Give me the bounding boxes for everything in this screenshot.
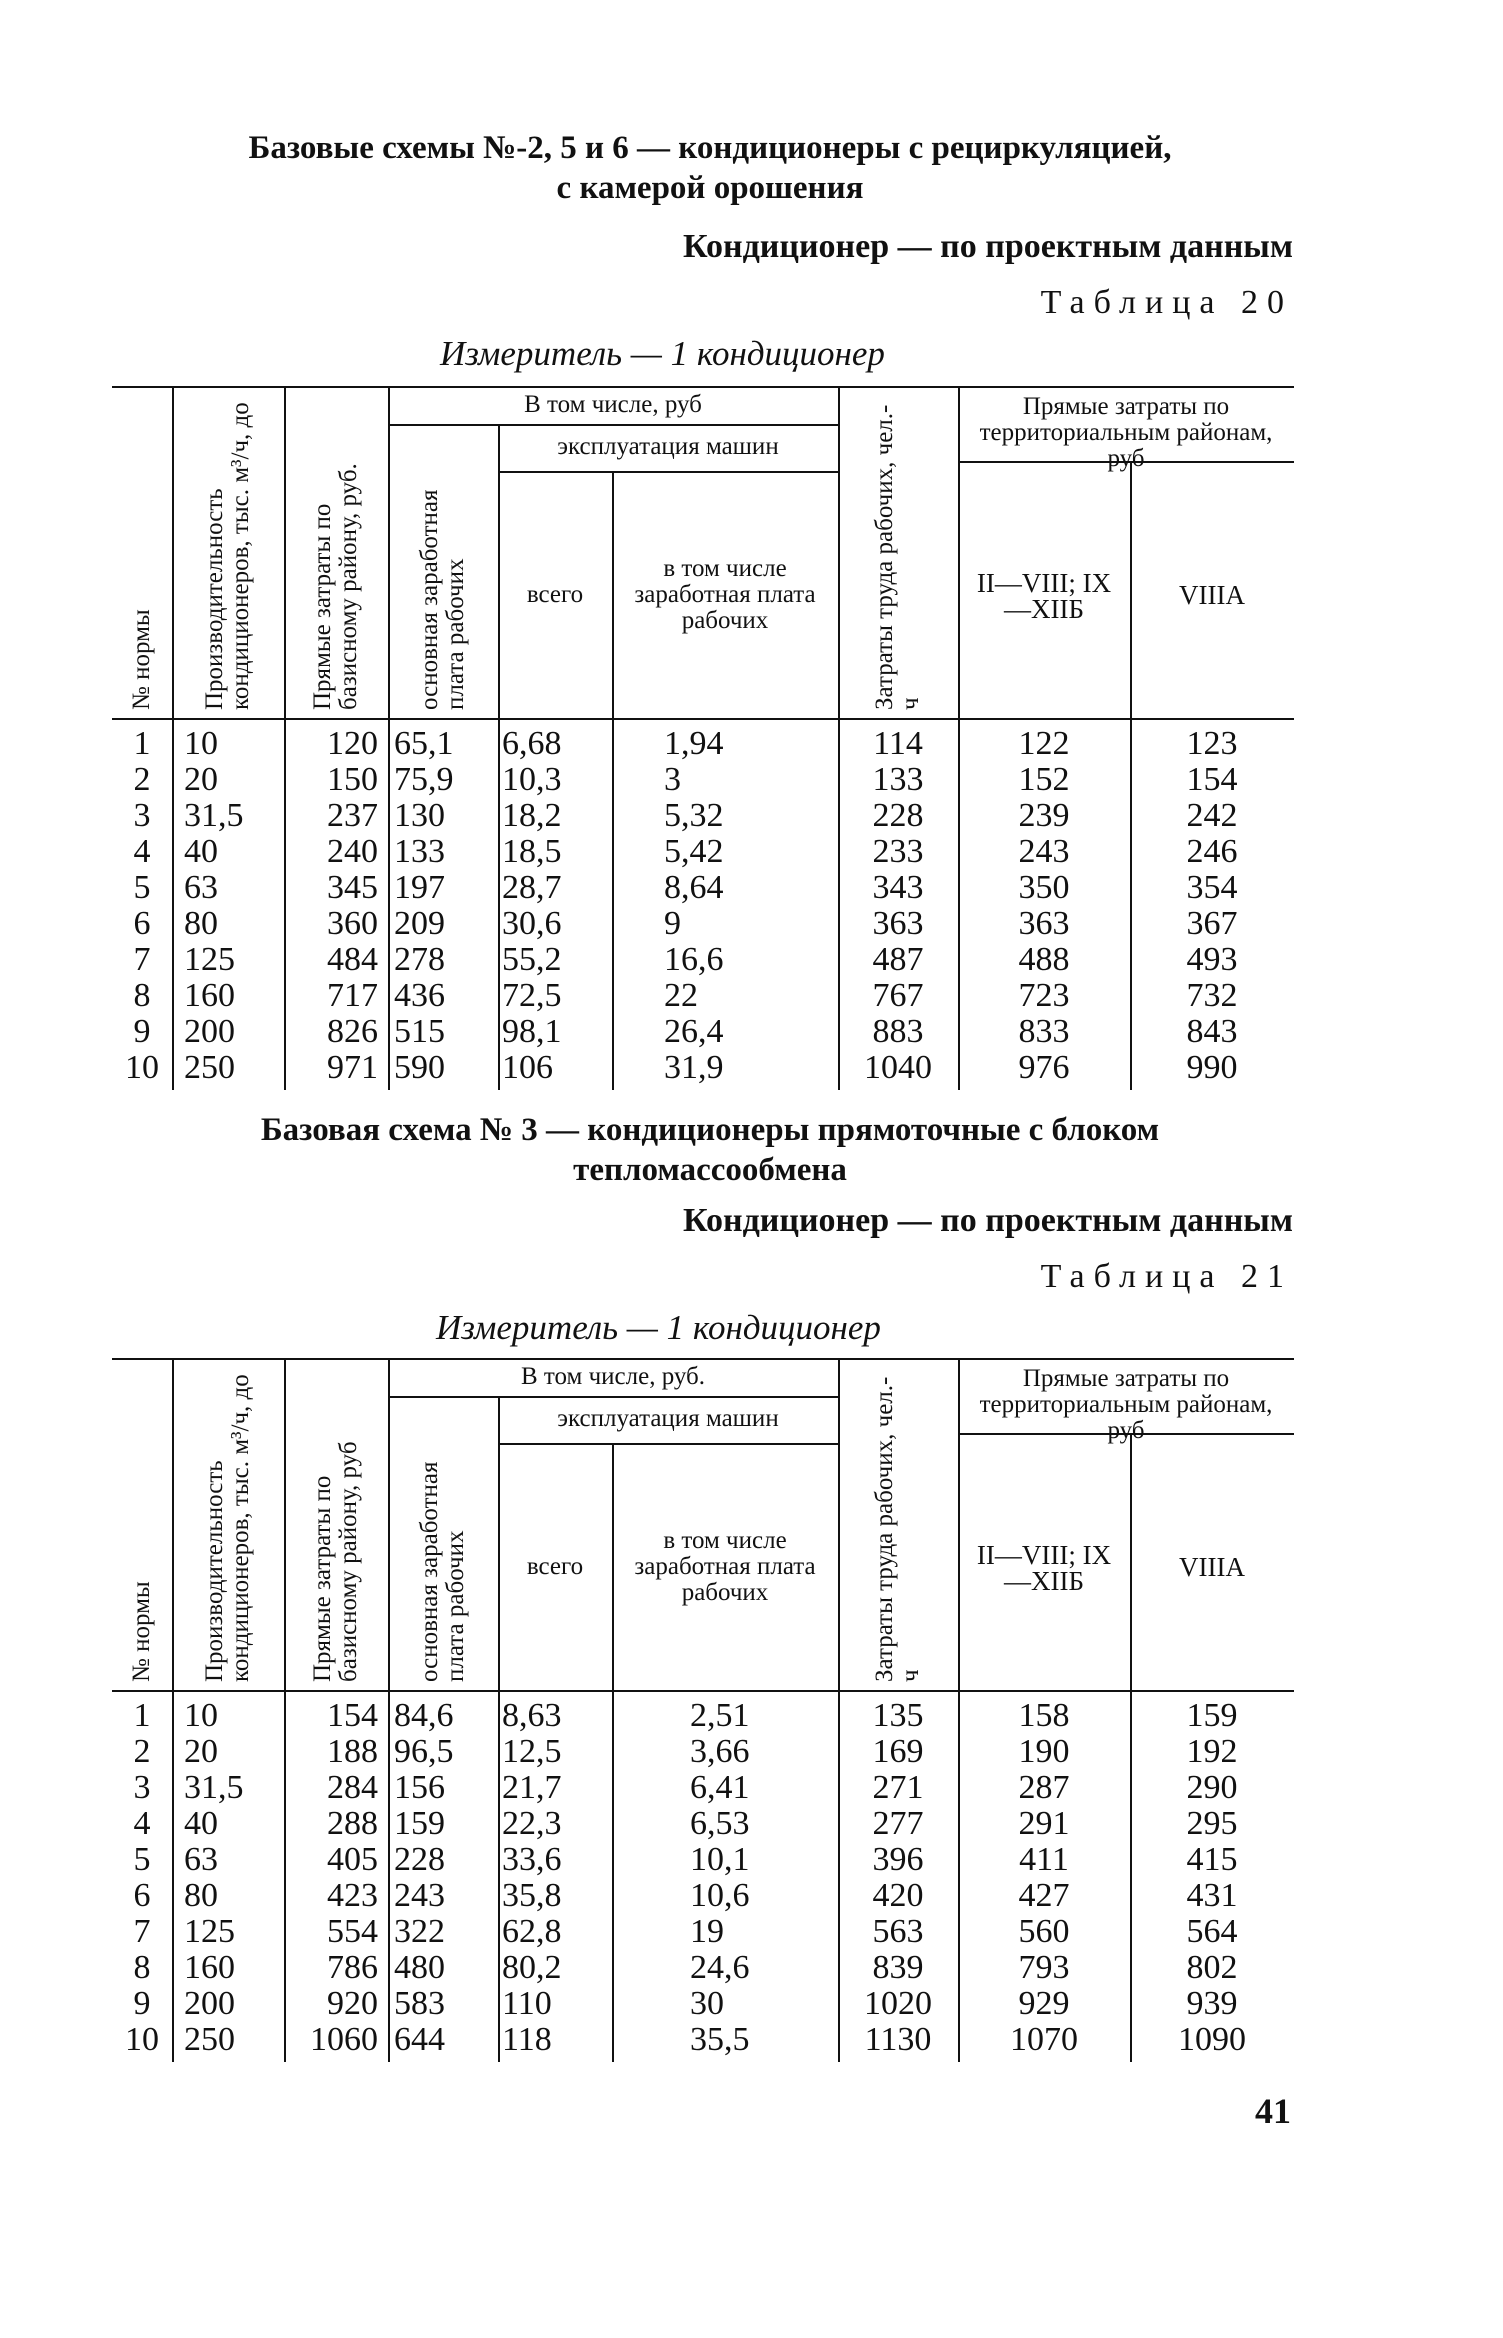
table-top-rule xyxy=(112,1358,1294,1360)
table-top-rule xyxy=(112,386,1294,388)
table-cell: 31,5 xyxy=(184,797,244,834)
table-cell: 723 xyxy=(1018,977,1070,1014)
table-cell: 786 xyxy=(327,1949,378,1986)
table-cell: 976 xyxy=(1018,1049,1070,1086)
table-cell: 28,7 xyxy=(502,869,562,906)
table-cell: 200 xyxy=(184,1985,235,2022)
table-cell: 8,63 xyxy=(502,1697,562,1734)
table-row xyxy=(112,942,1294,978)
table-cell: 98,1 xyxy=(502,1013,562,1050)
header-bottom-rule xyxy=(112,718,1294,720)
section2-heading xyxy=(120,1110,1300,1190)
table-cell: 30 xyxy=(690,1985,724,2022)
table-cell: 290 xyxy=(1186,1769,1238,1806)
table-cell: 40 xyxy=(184,833,218,870)
table-cell: 26,4 xyxy=(664,1013,724,1050)
table-row xyxy=(112,1950,1294,1986)
table-cell: 1 xyxy=(133,1697,151,1734)
table-cell: 793 xyxy=(1018,1949,1070,1986)
table-cell: 6,53 xyxy=(690,1805,750,1842)
table-cell: 411 xyxy=(1019,1841,1069,1878)
table-cell: 118 xyxy=(502,2021,552,2058)
table-cell: 396 xyxy=(872,1841,924,1878)
table-cell: 5 xyxy=(133,1841,151,1878)
header-machines-wage: в том числе заработная плата рабочих xyxy=(634,1527,816,1606)
table-cell: 8,64 xyxy=(664,869,724,906)
table-cell: 354 xyxy=(1186,869,1238,906)
table-cell: 110 xyxy=(502,1985,552,2022)
incl-rule xyxy=(388,424,838,426)
table-cell: 415 xyxy=(1186,1841,1238,1878)
table21-label: Таблица 21 xyxy=(1040,1258,1293,1295)
header-region-b: VIIIA xyxy=(1179,1552,1245,1582)
table-cell: 209 xyxy=(394,905,445,942)
table20-label: Таблица 20 xyxy=(1040,284,1293,321)
table-row xyxy=(112,1986,1294,2022)
table20-meter: Измеритель — 1 кондиционер xyxy=(440,334,885,373)
table-cell: 242 xyxy=(1186,797,1238,834)
table-cell: 250 xyxy=(184,2021,235,2058)
table-cell: 278 xyxy=(394,941,445,978)
table-cell: 18,2 xyxy=(502,797,562,834)
table-cell: 833 xyxy=(1018,1013,1070,1050)
header-direct-costs: Прямые затраты по базисному району, руб xyxy=(309,1441,362,1682)
table-cell: 239 xyxy=(1018,797,1070,834)
table-cell: 152 xyxy=(1018,761,1070,798)
machines-rule xyxy=(498,1443,838,1445)
table-row xyxy=(112,1806,1294,1842)
table-cell: 80 xyxy=(184,905,218,942)
section1-heading-line1: Базовые схемы №-2, 5 и 6 — кондиционеры с рециркуляцией, xyxy=(248,130,1172,166)
table-cell: 190 xyxy=(1018,1733,1070,1770)
table-cell: 133 xyxy=(872,761,924,798)
table-cell: 1 xyxy=(133,725,151,762)
header-regions: Прямые затраты по территориальным районам, руб xyxy=(979,393,1273,472)
table-cell: 436 xyxy=(394,977,445,1014)
header-incl: В том числе, руб. xyxy=(520,1363,706,1390)
table-cell: 363 xyxy=(872,905,924,942)
machines-rule xyxy=(498,471,838,473)
table-cell: 30,6 xyxy=(502,905,562,942)
table-cell: 243 xyxy=(1018,833,1070,870)
table-row xyxy=(112,1698,1294,1734)
table-cell: 360 xyxy=(327,905,378,942)
table-cell: 563 xyxy=(872,1913,924,1950)
table-cell: 125 xyxy=(184,941,235,978)
table-cell: 19 xyxy=(690,1913,724,1950)
table-row xyxy=(112,870,1294,906)
table-cell: 6,41 xyxy=(690,1769,750,1806)
table-cell: 10 xyxy=(125,1049,159,1086)
table-cell: 564 xyxy=(1186,1913,1238,1950)
table-cell: 515 xyxy=(394,1013,445,1050)
table-cell: 120 xyxy=(327,725,378,762)
section1-subtitle: Кондиционер — по проектным данным xyxy=(683,228,1293,265)
table-row xyxy=(112,1914,1294,1950)
table-cell: 96,5 xyxy=(394,1733,454,1770)
header-norm-number: № нормы xyxy=(128,1581,155,1682)
table-cell: 9 xyxy=(133,1985,151,2022)
table-cell: 160 xyxy=(184,977,235,1014)
table-20 xyxy=(112,386,1294,1106)
header-region-a: II—VIII; IX—XIIБ xyxy=(976,568,1112,624)
table-cell: 31,9 xyxy=(664,1049,724,1086)
table-cell: 1040 xyxy=(864,1049,932,1086)
incl-rule xyxy=(388,1396,838,1398)
table-cell: 35,8 xyxy=(502,1877,562,1914)
table-cell: 291 xyxy=(1018,1805,1070,1842)
table-cell: 133 xyxy=(394,833,445,870)
table-cell: 493 xyxy=(1186,941,1238,978)
table-cell: 2 xyxy=(133,1733,151,1770)
table-cell: 883 xyxy=(872,1013,924,1050)
table-row xyxy=(112,762,1294,798)
table-cell: 233 xyxy=(872,833,924,870)
table-cell: 123 xyxy=(1186,725,1238,762)
table-cell: 2,51 xyxy=(690,1697,750,1734)
header-region-a: II—VIII; IX—XIIБ xyxy=(976,1540,1112,1596)
table-cell: 8 xyxy=(133,977,151,1014)
table-cell: 295 xyxy=(1186,1805,1238,1842)
header-norm-number: № нормы xyxy=(128,609,155,710)
table-cell: 228 xyxy=(872,797,924,834)
table-cell: 80 xyxy=(184,1877,218,1914)
table-cell: 2 xyxy=(133,761,151,798)
table-cell: 75,9 xyxy=(394,761,454,798)
table-cell: 6 xyxy=(133,905,151,942)
table-cell: 7 xyxy=(133,941,151,978)
section1-heading xyxy=(120,128,1300,208)
table-cell: 405 xyxy=(327,1841,378,1878)
table-cell: 31,5 xyxy=(184,1769,244,1806)
table-cell: 1090 xyxy=(1178,2021,1246,2058)
table-cell: 284 xyxy=(327,1769,378,1806)
table-cell: 10,3 xyxy=(502,761,562,798)
table-cell: 197 xyxy=(394,869,445,906)
table-cell: 287 xyxy=(1018,1769,1070,1806)
table-cell: 158 xyxy=(1018,1697,1070,1734)
table-cell: 423 xyxy=(327,1877,378,1914)
table-row xyxy=(112,2022,1294,2058)
table-cell: 839 xyxy=(872,1949,924,1986)
table-cell: 10,1 xyxy=(690,1841,750,1878)
section1-heading-line2: с камерой орошения xyxy=(556,170,864,206)
table-cell: 35,5 xyxy=(690,2021,750,2058)
table-cell: 367 xyxy=(1186,905,1238,942)
table-cell: 487 xyxy=(872,941,924,978)
table-cell: 3,66 xyxy=(690,1733,750,1770)
table-cell: 6,68 xyxy=(502,725,562,762)
table-cell: 5 xyxy=(133,869,151,906)
table-cell: 9 xyxy=(664,905,681,942)
table-cell: 3 xyxy=(664,761,681,798)
table-cell: 322 xyxy=(394,1913,445,1950)
table-cell: 106 xyxy=(502,1049,553,1086)
table-cell: 160 xyxy=(184,1949,235,1986)
table-cell: 288 xyxy=(327,1805,378,1842)
table-cell: 488 xyxy=(1018,941,1070,978)
table-cell: 920 xyxy=(327,1985,378,2022)
table-cell: 16,6 xyxy=(664,941,724,978)
table-cell: 3 xyxy=(133,797,151,834)
header-regions: Прямые затраты по территориальным районам, руб xyxy=(979,1365,1273,1444)
table-cell: 22,3 xyxy=(502,1805,562,1842)
table-cell: 345 xyxy=(327,869,378,906)
table-cell: 156 xyxy=(394,1769,445,1806)
table-row xyxy=(112,1014,1294,1050)
table-cell: 65,1 xyxy=(394,725,454,762)
table-cell: 55,2 xyxy=(502,941,562,978)
table-row xyxy=(112,978,1294,1014)
table-cell: 250 xyxy=(184,1049,235,1086)
table-cell: 8 xyxy=(133,1949,151,1986)
table-cell: 18,5 xyxy=(502,833,562,870)
table-cell: 939 xyxy=(1186,1985,1238,2022)
table-cell: 929 xyxy=(1018,1985,1070,2022)
table-cell: 480 xyxy=(394,1949,445,1986)
table-cell: 4 xyxy=(133,1805,151,1842)
table-row xyxy=(112,1878,1294,1914)
table-cell: 10,6 xyxy=(690,1877,750,1914)
table-row xyxy=(112,1770,1294,1806)
table-cell: 200 xyxy=(184,1013,235,1050)
table-cell: 350 xyxy=(1018,869,1070,906)
table-cell: 1070 xyxy=(1010,2021,1078,2058)
table-row xyxy=(112,726,1294,762)
table-cell: 122 xyxy=(1018,725,1070,762)
table-cell: 22 xyxy=(664,977,698,1014)
table-cell: 343 xyxy=(872,869,924,906)
table-cell: 1130 xyxy=(864,2021,932,2058)
header-region-b: VIIIA xyxy=(1179,580,1245,610)
table-cell: 6 xyxy=(133,1877,151,1914)
table-cell: 169 xyxy=(872,1733,924,1770)
table-cell: 9 xyxy=(133,1013,151,1050)
table-cell: 154 xyxy=(327,1697,378,1734)
table-cell: 4 xyxy=(133,833,151,870)
table-cell: 843 xyxy=(1186,1013,1238,1050)
header-base-wage: основная заработная плата рабочих xyxy=(416,1461,469,1682)
section2-heading-line2: тепломассообмена xyxy=(573,1152,847,1188)
table-row xyxy=(112,1842,1294,1878)
table-cell: 240 xyxy=(327,833,378,870)
table-cell: 560 xyxy=(1018,1913,1070,1950)
table-cell: 3 xyxy=(133,1769,151,1806)
table-cell: 130 xyxy=(394,797,445,834)
table-21 xyxy=(112,1358,1294,2078)
header-capacity: Производительность кондиционеров, тыс. м³/ч, до xyxy=(201,1374,254,1682)
table-cell: 1020 xyxy=(864,1985,932,2022)
table-cell: 732 xyxy=(1186,977,1238,1014)
table-cell: 62,8 xyxy=(502,1913,562,1950)
table-cell: 150 xyxy=(327,761,378,798)
table-cell: 990 xyxy=(1186,1049,1238,1086)
table-row xyxy=(112,798,1294,834)
table-cell: 767 xyxy=(872,977,924,1014)
table-row xyxy=(112,1734,1294,1770)
table-cell: 271 xyxy=(872,1769,924,1806)
table-cell: 72,5 xyxy=(502,977,562,1014)
table-row xyxy=(112,906,1294,942)
table-cell: 24,6 xyxy=(690,1949,750,1986)
table-cell: 971 xyxy=(327,1049,378,1086)
table-cell: 20 xyxy=(184,1733,218,1770)
table-cell: 80,2 xyxy=(502,1949,562,1986)
table-cell: 84,6 xyxy=(394,1697,454,1734)
header-machines: эксплуатация машин xyxy=(557,433,779,460)
table-cell: 21,7 xyxy=(502,1769,562,1806)
table-cell: 363 xyxy=(1018,905,1070,942)
table-cell: 154 xyxy=(1186,761,1238,798)
header-labor-costs: Затраты труда рабочих, чел.-ч xyxy=(871,404,924,710)
table-cell: 63 xyxy=(184,1841,218,1878)
section2-subtitle: Кондиционер — по проектным данным xyxy=(683,1202,1293,1239)
table-cell: 125 xyxy=(184,1913,235,1950)
table-cell: 5,42 xyxy=(664,833,724,870)
table-cell: 159 xyxy=(394,1805,445,1842)
table-cell: 33,6 xyxy=(502,1841,562,1878)
header-direct-costs: Прямые затраты по базисному району, руб. xyxy=(309,463,362,710)
table-cell: 10 xyxy=(184,1697,218,1734)
table-cell: 188 xyxy=(327,1733,378,1770)
table21-meter: Измеритель — 1 кондиционер xyxy=(436,1308,881,1347)
table-cell: 590 xyxy=(394,1049,445,1086)
table-cell: 159 xyxy=(1186,1697,1238,1734)
table-cell: 237 xyxy=(327,797,378,834)
table-cell: 135 xyxy=(872,1697,924,1734)
header-capacity: Производительность кондиционеров, тыс. м³/ч, до xyxy=(201,402,254,710)
table-cell: 20 xyxy=(184,761,218,798)
table-cell: 10 xyxy=(125,2021,159,2058)
table-cell: 63 xyxy=(184,869,218,906)
table-cell: 826 xyxy=(327,1013,378,1050)
table-cell: 7 xyxy=(133,1913,151,1950)
table-cell: 277 xyxy=(872,1805,924,1842)
table-cell: 246 xyxy=(1186,833,1238,870)
table-cell: 243 xyxy=(394,1877,445,1914)
table-cell: 1,94 xyxy=(664,725,724,762)
table-cell: 644 xyxy=(394,2021,445,2058)
table-cell: 192 xyxy=(1186,1733,1238,1770)
table-cell: 427 xyxy=(1018,1877,1070,1914)
table-cell: 114 xyxy=(873,725,923,762)
table-row xyxy=(112,834,1294,870)
table-cell: 228 xyxy=(394,1841,445,1878)
table-cell: 420 xyxy=(872,1877,924,1914)
table-cell: 1060 xyxy=(310,2021,378,2058)
header-machines: эксплуатация машин xyxy=(557,1405,779,1432)
page-number: 41 xyxy=(1255,2091,1291,2131)
table-cell: 717 xyxy=(327,977,378,1014)
header-machines-wage: в том числе заработная плата рабочих xyxy=(634,555,816,634)
table-cell: 802 xyxy=(1186,1949,1238,1986)
table-cell: 554 xyxy=(327,1913,378,1950)
header-incl: В том числе, руб xyxy=(524,391,702,418)
header-machines-total: всего xyxy=(526,1553,584,1580)
table-cell: 484 xyxy=(327,941,378,978)
table-cell: 10 xyxy=(184,725,218,762)
table-cell: 5,32 xyxy=(664,797,724,834)
table-cell: 431 xyxy=(1186,1877,1238,1914)
header-machines-total: всего xyxy=(526,581,584,608)
header-bottom-rule xyxy=(112,1690,1294,1692)
header-base-wage: основная заработная плата рабочих xyxy=(416,489,469,710)
table-cell: 12,5 xyxy=(502,1733,562,1770)
table-cell: 40 xyxy=(184,1805,218,1842)
section2-heading-line1: Базовая схема № 3 — кондиционеры прямоточные с блоком xyxy=(260,1112,1160,1148)
table-cell: 583 xyxy=(394,1985,445,2022)
header-labor-costs: Затраты труда рабочих, чел.-ч xyxy=(871,1376,924,1682)
table-row xyxy=(112,1050,1294,1086)
